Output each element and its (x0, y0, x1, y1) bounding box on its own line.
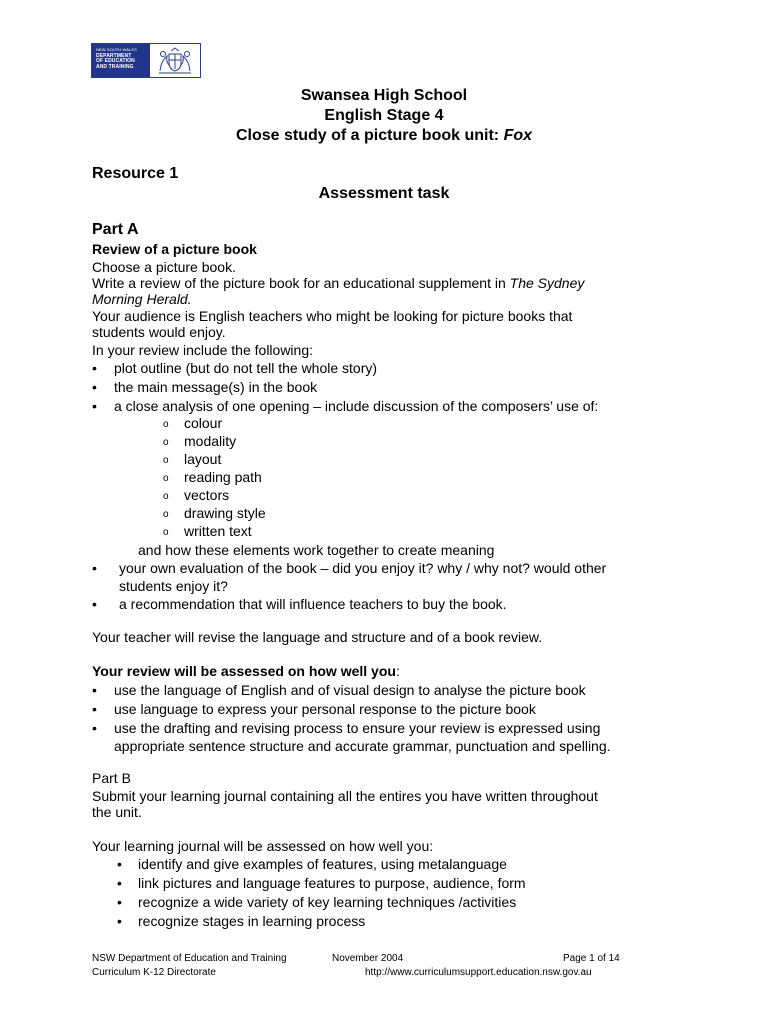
footer-date: November 2004 (332, 953, 404, 964)
footer-directorate: Curriculum K-12 Directorate (92, 967, 216, 978)
bullet-icon: • (117, 875, 122, 891)
assessed-colon: : (395, 663, 400, 679)
sub-bullet-icon: o (163, 491, 169, 502)
list-item: a close analysis of one opening – include discussion of the composers’ use of: (114, 398, 599, 414)
coat-of-arms-icon (150, 44, 200, 77)
sub-list-item: reading path (184, 469, 262, 485)
title-block (0, 86, 768, 146)
part-b-line-1: Submit your learning journal containing all the entires you have written throughout (92, 788, 598, 804)
logo-line-3: OF EDUCATION (96, 58, 135, 65)
list-item: link pictures and language features to purpose, audience, form (138, 875, 526, 891)
sub-list-item: written text (184, 523, 252, 539)
line-2-text: Write a review of the picture book for an educational supplement in (92, 275, 510, 291)
sub-bullet-icon: o (163, 455, 169, 466)
part-b-line-2: the unit. (92, 804, 142, 820)
sub-list-item: vectors (184, 487, 230, 503)
bullet-icon: • (92, 682, 97, 698)
bullet-icon: • (92, 398, 97, 414)
list-item: identify and give examples of features, using metalanguage (138, 856, 507, 872)
list-item: recognize a wide variety of key learning techniques /activities (138, 894, 517, 910)
list-item-continuation: students enjoy it? (119, 578, 228, 594)
part-a-line-3 (92, 290, 192, 308)
bullet-icon: • (117, 913, 122, 929)
bullet-icon: • (92, 596, 97, 612)
list-item: the main message(s) in the book (114, 379, 318, 395)
list-item: use the drafting and revising process to ensure your review is expressed using (114, 720, 601, 736)
footer-org: NSW Department of Education and Training (92, 953, 287, 964)
and-how-line: and how these elements work together to create meaning (138, 542, 495, 558)
sub-bullet-icon: o (163, 509, 169, 520)
list-item: plot outline (but do not tell the whole story) (114, 360, 378, 376)
list-item: your own evaluation of the book – did you enjoy it? why / why not? would other (119, 560, 607, 576)
sub-bullet-icon: o (163, 419, 169, 430)
bullet-icon: • (92, 701, 97, 717)
logo-text-panel (92, 44, 150, 77)
revise-line: Your teacher will revise the language and structure and of a book review. (92, 629, 543, 645)
part-a-line-6: In your review include the following: (92, 342, 314, 358)
list-item: use language to express your personal response to the picture book (114, 701, 536, 717)
resource-label: Resource 1 (92, 165, 179, 182)
sub-bullet-icon: o (163, 527, 169, 538)
sub-list-item: layout (184, 451, 222, 467)
sub-bullet-icon: o (163, 473, 169, 484)
bullet-icon: • (92, 360, 97, 376)
part-b-heading: Part B (92, 770, 131, 786)
unit-title (0, 126, 768, 146)
sub-list-item: modality (184, 433, 237, 449)
assessed-heading (92, 662, 400, 680)
journal-heading: Your learning journal will be assessed on how well you: (92, 838, 434, 854)
footer-url: http://www.curriculumsupport.education.nsw.gov.au (365, 967, 592, 978)
bullet-icon: • (92, 720, 97, 736)
nsw-department-logo (91, 43, 201, 78)
logo-line-1: NEW SOUTH WALES (96, 47, 137, 52)
part-a-line-1: Choose a picture book. (92, 259, 236, 275)
school-name: Swansea High School (300, 87, 468, 104)
part-a-line-5: students would enjoy. (92, 324, 226, 340)
list-item: a recommendation that will influence teachers to buy the book. (119, 596, 507, 612)
task-title: Assessment task (318, 185, 450, 202)
unit-title-prefix: Close study of a picture book unit: (235, 127, 504, 144)
sub-list-item: drawing style (184, 505, 266, 521)
logo-line-4: AND TRAINING (96, 63, 134, 70)
newspaper-name-part-2: Morning Herald. (92, 291, 192, 307)
sub-list-item: colour (184, 415, 223, 431)
sub-bullet-icon: o (163, 437, 169, 448)
bullet-icon: • (92, 379, 97, 395)
list-item: use the language of English and of visual design to analyse the picture book (114, 682, 586, 698)
bullet-icon: • (117, 856, 122, 872)
bullet-icon: • (92, 560, 97, 576)
logo-line-2: DEPARTMENT (96, 52, 132, 59)
stage-name: English Stage 4 (324, 107, 444, 124)
part-a-line-4: Your audience is English teachers who might be looking for picture books that (92, 308, 573, 324)
unit-title-book: Fox (503, 127, 533, 144)
part-a-subheading: Review of a picture book (92, 241, 257, 257)
list-item: recognize stages in learning process (138, 913, 366, 929)
footer-page-number: Page 1 of 14 (563, 953, 620, 964)
assessed-heading-text: Your review will be assessed on how well you (92, 663, 396, 679)
bullet-icon: • (117, 894, 122, 910)
part-a-heading: Part A (92, 221, 139, 238)
newspaper-name-part-1: The Sydney (509, 275, 585, 291)
list-item-continuation: appropriate sentence structure and accurate grammar, punctuation and spelling. (114, 738, 611, 754)
